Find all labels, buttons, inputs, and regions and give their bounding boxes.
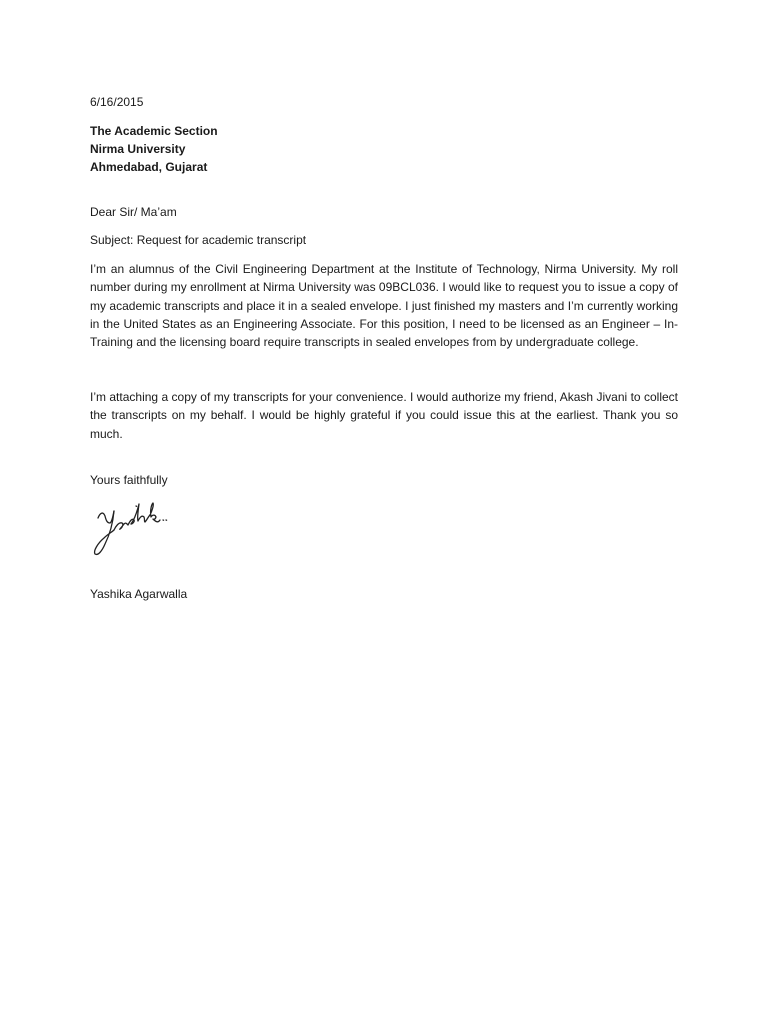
recipient-address-line-1: The Academic Section (90, 124, 218, 138)
letter-date: 6/16/2015 (90, 95, 144, 109)
sender-name: Yashika Agarwalla (90, 587, 188, 601)
recipient-address-line-2: Nirma University (90, 142, 186, 156)
salutation: Dear Sir/ Ma’am (90, 205, 177, 219)
body-paragraph-2: I’m attaching a copy of my transcripts for your convenience. I would authorize my friend, Akash Jivani to collect the transcripts on my behalf. I would be highly grateful if you could issue this at the earliest. Thank you so much. (90, 390, 678, 441)
handwritten-signature (90, 496, 170, 562)
closing: Yours faithfully (90, 473, 168, 487)
recipient-address-line-3: Ahmedabad, Gujarat (90, 160, 208, 174)
subject-line: Subject: Request for academic transcript (90, 233, 307, 247)
body-paragraph-1: I’m an alumnus of the Civil Engineering Department at the Institute of Technology, Nirma University. My roll number during my enrollment at Nirma University was 09BCL036. I would like to request you to issue a copy of my academic transcripts and place it in a sealed envelope. I just finished my masters and I’m currently working in the United States as an Engineering Associate. For this position, I need to be licensed as an Engineer – In- Training and the licensing board require transcripts in sealed envelopes from by undergraduate college. (90, 262, 678, 350)
